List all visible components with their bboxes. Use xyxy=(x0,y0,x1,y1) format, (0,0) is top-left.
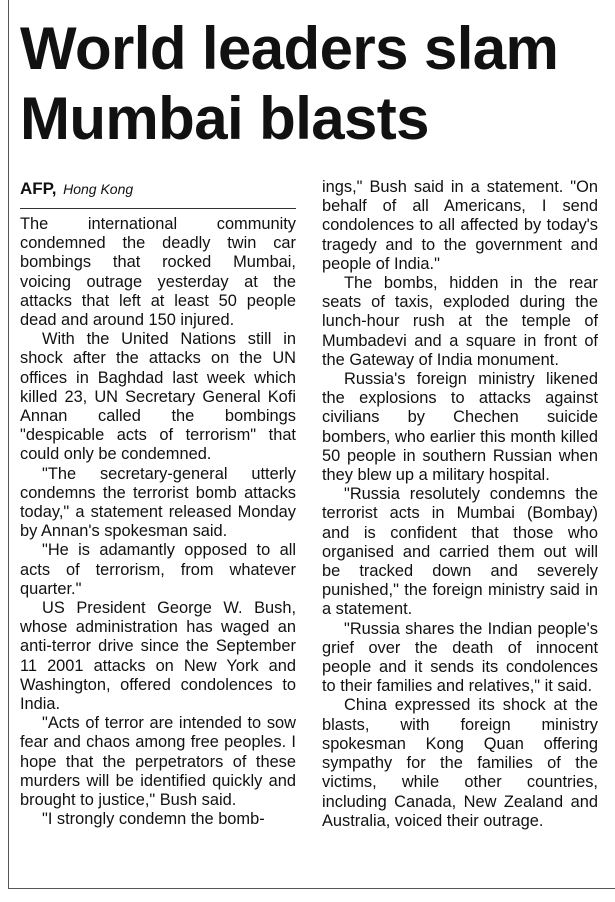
article-paragraph: "I strongly condemn the bomb- xyxy=(42,810,265,829)
article-column-right xyxy=(322,178,598,831)
byline-location: Hong Kong xyxy=(63,181,134,197)
article-paragraph: The international community condemned the deadly twin car bombings that rocked Mumbai, voicing outrage yesterday at the attacks that left at least 50 people dead and around 150 injured. xyxy=(20,215,296,330)
byline xyxy=(20,178,296,200)
article-paragraph: "Acts of terror are intended to sow fear and chaos among free peoples. I hope that the perpetrators of these murders will be identified quickly and brought to justice," Bush said. xyxy=(20,714,296,810)
article-paragraph: "The secretary-general utterly condemns the terrorist bomb attacks today," a statement released Monday by Annan's spokesman said. xyxy=(20,464,296,541)
byline-agency: AFP, xyxy=(20,179,57,198)
article-paragraph: Russia's foreign ministry likened the explosions to attacks against civilians by Chechen suicide bombers, who earlier this month killed 50 people in southern Russian when they blew up a military hospital. xyxy=(322,370,598,485)
article-paragraph: The bombs, hidden in the rear seats of taxis, exploded during the lunch-hour rush at the temple of Mumbadevi and a square in front of the Gateway of India monument. xyxy=(322,274,598,369)
article-paragraph: "Russia shares the Indian people's grief over the death of innocent people and it sends its condolences to their families and relatives," it said. xyxy=(322,619,598,696)
article-paragraph: China expressed its shock at the blasts, with foreign ministry spokesman Kong Quan offering sympathy for the families of the victims, while other countries, including Canada, New Zealand and Australia, voiced their outrage. xyxy=(322,696,598,830)
headline: World leaders slam Mumbai blasts xyxy=(20,15,559,152)
article-paragraph: US President George W. Bush, whose administration has waged an anti-terror drive since the September 11 2001 attacks on New York and Washington, offered condolences to India. xyxy=(20,599,296,714)
article-paragraph: "Russia resolutely condemns the terrorist acts in Mumbai (Bombay) and is confident that those who organised and carried them out will be tracked down and severely punished," the foreign ministry said in a statement. xyxy=(322,485,598,619)
bottom-border-rule xyxy=(8,888,615,889)
article-paragraph: "He is adamantly opposed to all acts of terrorism, from whatever quarter." xyxy=(20,541,296,598)
article-column-left xyxy=(20,178,296,830)
article-paragraph: With the United Nations still in shock after the attacks on the UN offices in Baghdad last week which killed 23, UN Secretary General Kofi Annan called the bombings "despicable acts of terrorism" that could only be condemned. xyxy=(20,330,296,464)
byline-rule xyxy=(20,208,296,209)
article-paragraph-continuation: ings," Bush said in a statement. "On behalf of all Americans, I send condolences to all affected by today's tragedy and to the government and people of India." xyxy=(322,178,598,273)
left-border-rule xyxy=(8,0,9,888)
